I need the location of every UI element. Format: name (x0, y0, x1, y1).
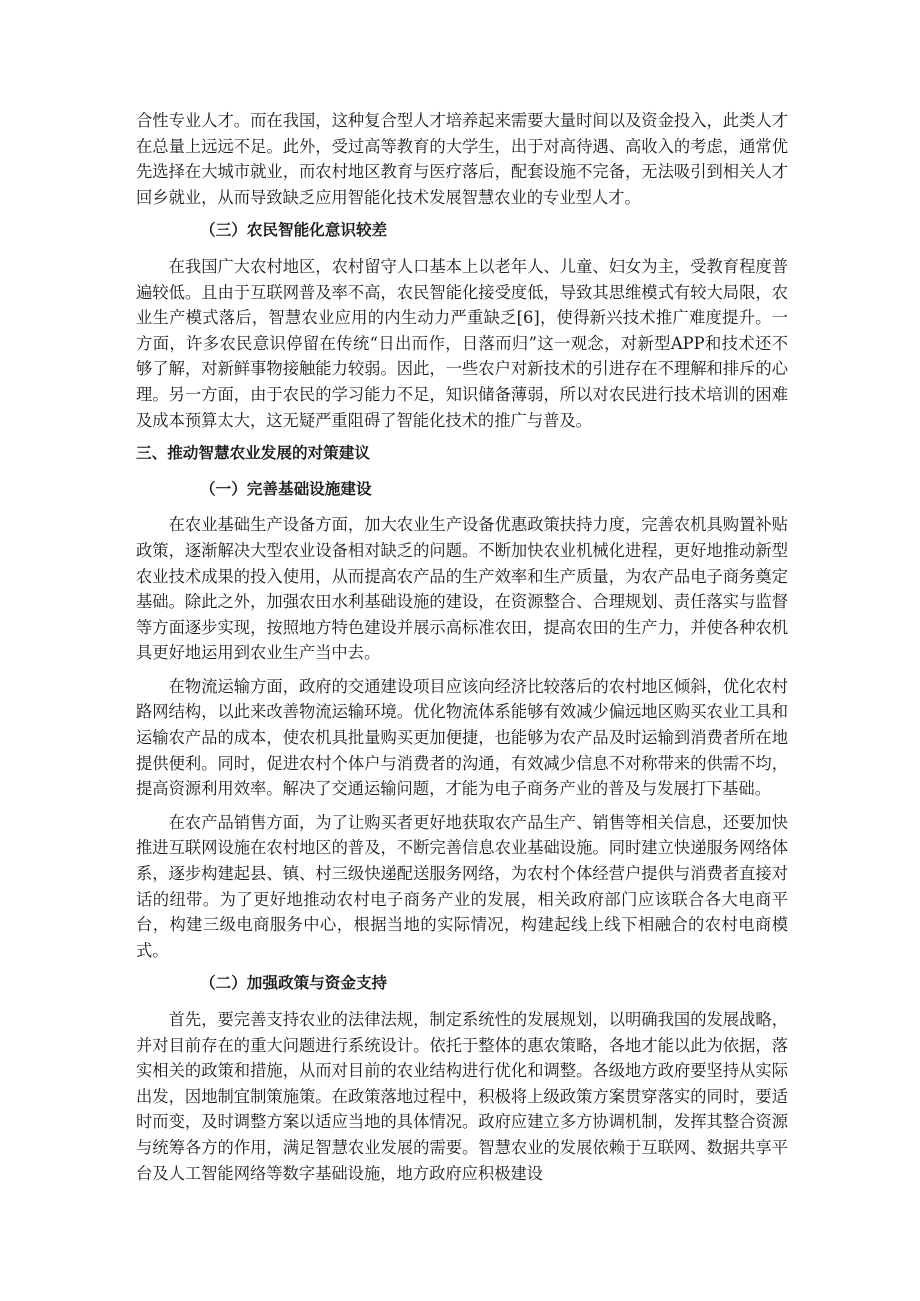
paragraph-farmer-awareness: 在我国广大农村地区，农村留守人口基本上以老年人、儿童、妇女为主，受教育程度普遍较低。且由于互联网普及率不高，农民智能化接受度低，导致其思维模式有较大局限，农业生产模式落后，智慧农业应用的内生动力严重缺乏[6]，使得新兴技术推广难度提升。一方面，许多农民意识停留在传统“日出而作，日落而归”这一观念，对新型APP和技术还不够了解，对新鲜事物接触能力较弱。因此，一些农户对新技术的引进存在不理解和排斥的心理。另一方面，由于农民的学习能力不足，知识储备薄弱，所以对农民进行技术培训的困难及成本预算太大，这无疑严重阻碍了智能化技术的推广与普及。 (136, 256, 788, 430)
paragraph-sales: 在农产品销售方面，为了让购买者更好地获取农产品生产、销售等相关信息，还要加快推进互联网设施在农村地区的普及，不断完善信息农业基础设施。同时建立快递服务网络体系，逐步构建起县、镇、村三级快递配送服务网络，为农村个体经营户提供与消费者直接对话的纽带。为了更好地推动农村电子商务产业的发展，相关政府部门应该联合各大电商平台，构建三级电商服务中心，根据当地的实际情况，构建起线上线下相融合的农村电商模式。 (136, 812, 788, 960)
paragraph-logistics: 在物流运输方面，政府的交通建设项目应该向经济比较落后的农村地区倾斜，优化农村路网结构，以此来改善物流运输环境。优化物流体系能够有效减少偏远地区购买农业工具和运输农产品的成本，使农机具批量购买更加便捷，也能够为农产品及时运输到消费者所在地提供便利。同时，促进农村个体户与消费者的沟通，有效减少信息不对称带来的供需不均，提高资源利用效率。解决了交通运输问题，才能为电子商务产业的普及与发展打下基础。 (136, 676, 788, 799)
document-page (136, 108, 788, 1194)
paragraph-talent-shortage: 合性专业人才。而在我国，这种复合型人才培养起来需要大量时间以及资金投入，此类人才在总量上远远不足。此外，受过高等教育的大学生，出于对高待遇、高收入的考虑，通常优先选择在大城市就业，而农村地区教育与医疗落后，配套设施不完备，无法吸引到相关人才回乡就业，从而导致缺乏应用智能化技术发展智慧农业的专业型人才。 (136, 111, 788, 207)
paragraph-equipment: 在农业基础生产设备方面，加大农业生产设备优惠政策扶持力度，完善农机具购置补贴政策，逐渐解决大型农业设备相对缺乏的问题。不断加快农业机械化进程，更好地推动新型农业技术成果的投入使用，从而提高农产品的生产效率和生产质量，为农产品电子商务奠定基础。除此之外，加强农田水利基础设施的建设，在资源整合、合理规划、责任落实与监督等方面逐步实现，按照地方特色建设并展示高标准农田，提高农田的生产力，并使各种农机具更好地运用到农业生产当中去。 (136, 515, 788, 663)
section-heading-infrastructure: （一）完善基础设施建设 (200, 479, 372, 498)
paragraph-policy: 首先，要完善支持农业的法律法规，制定系统性的发展规划，以明确我国的发展战略，并对目前存在的重大问题进行系统设计。依托于整体的惠农策略，各地才能以此为依据，落实相关的政策和措施，从而对目前的农业结构进行优化和调整。各级地方政府要坚持从实际出发，因地制宜制策施策。在政策落地过程中，积极将上级政策方案贯穿落实的同时，要适时而变，及时调整方案以适应当地的具体情况。政府应建立多方协调机制，发挥其整合资源与统筹各方的作用，满足智慧农业发展的需要。智慧农业的发展依赖于互联网、数据共享平台及人工智能网络等数字基础设施，地方政府应积极建设 (136, 1010, 788, 1183)
section-heading-farmer-awareness: （三）农民智能化意识较差 (200, 221, 388, 240)
section-heading-policy-funding: （二）加强政策与资金支持 (200, 974, 388, 993)
chapter-heading-recommendations: 三、推动智慧农业发展的对策建议 (136, 444, 370, 463)
